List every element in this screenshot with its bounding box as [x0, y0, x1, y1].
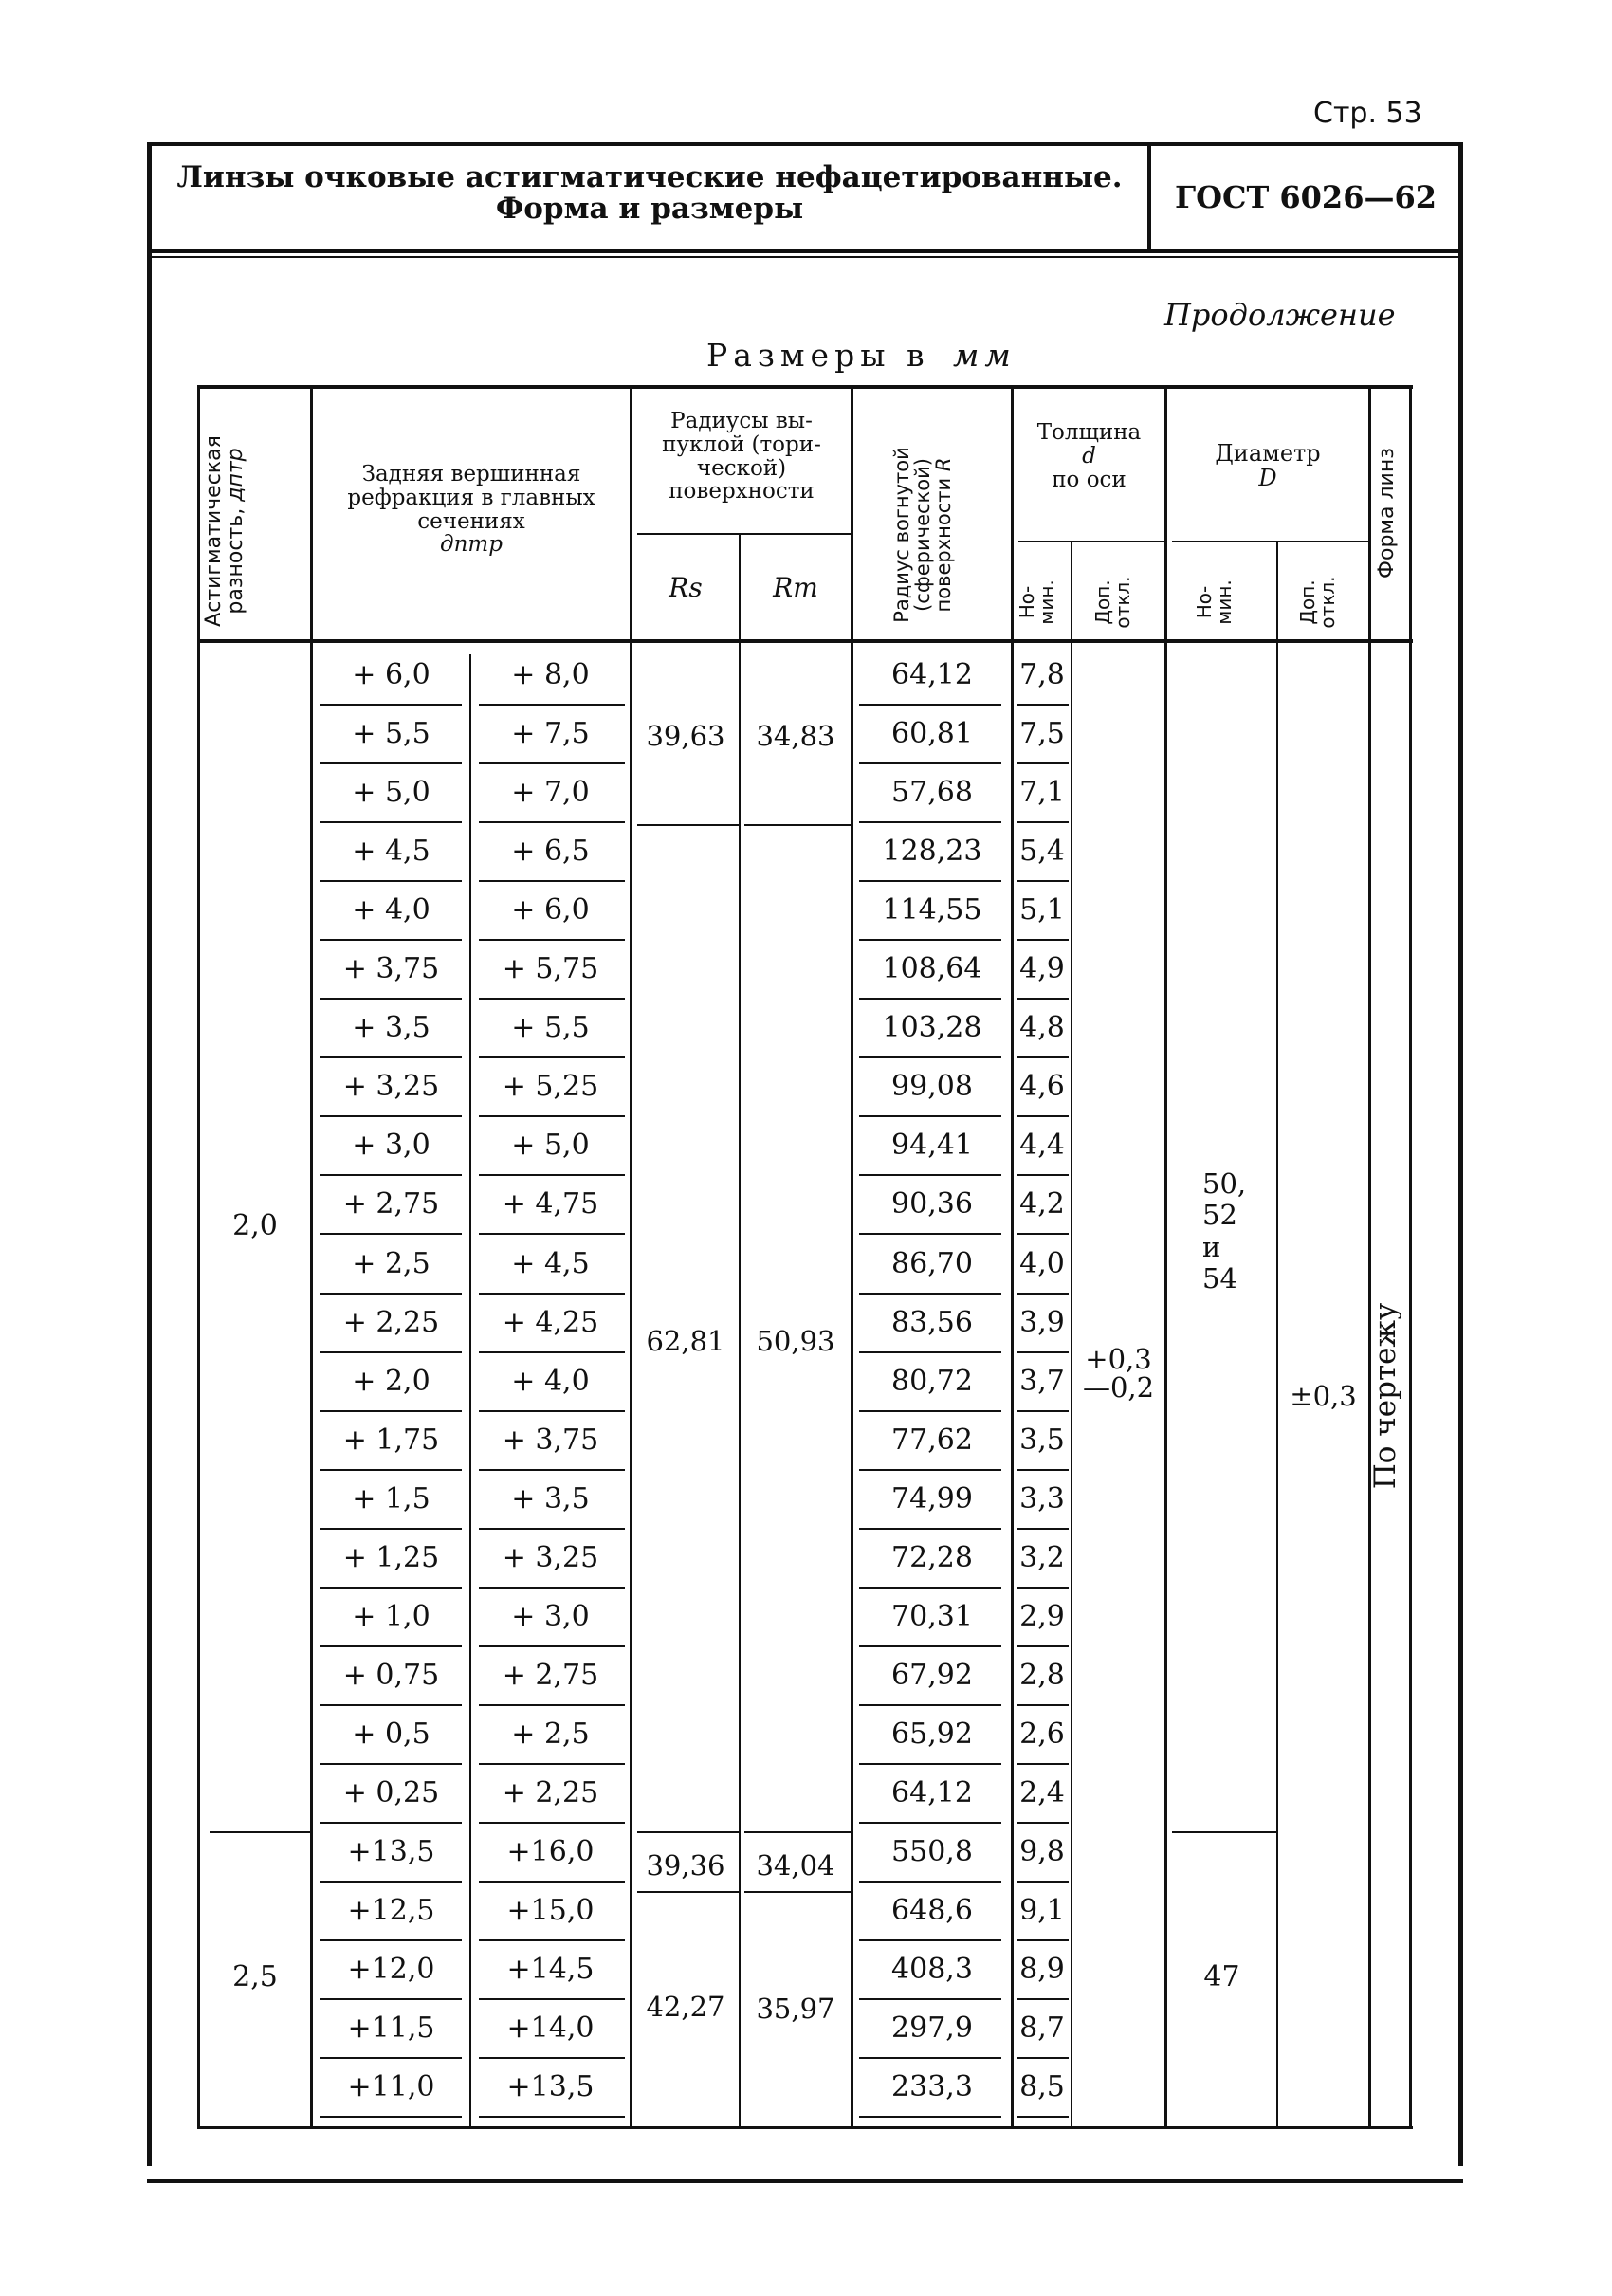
refraction-2-underline [479, 880, 625, 882]
col-header-thickness-line3: по оси [1052, 467, 1127, 492]
header-divider [1147, 146, 1151, 250]
concave-radius-underline [859, 2057, 1001, 2059]
col-header-convex-radii [632, 410, 851, 504]
refraction-1-underline [320, 1587, 462, 1589]
document-title-line1: Линзы очковые астигматические нефацетированные. [176, 160, 1123, 194]
diameter-subheader-rule [1172, 541, 1368, 542]
thickness-nominal-cell: 2,4 [1019, 1776, 1065, 1809]
refraction-2-cell: + 2,5 [511, 1717, 590, 1751]
refraction-1-cell: + 1,75 [342, 1424, 440, 1457]
header-bottom-rule [147, 256, 1463, 258]
col-header-refraction-line2: рефракция в главных [347, 485, 595, 510]
refraction-1-cell: + 2,75 [342, 1187, 440, 1221]
concave-radius-underline [859, 1939, 1001, 1941]
concave-radius-underline [859, 2116, 1001, 2118]
refraction-2-cell: + 4,0 [511, 1365, 590, 1398]
refraction-1-underline [320, 1410, 462, 1412]
astig-value-b: 2,5 [232, 1960, 278, 1993]
thickness-nominal-cell: 4,4 [1019, 1129, 1065, 1162]
refraction-2-cell: + 2,25 [502, 1776, 599, 1809]
col-header-concave-line1: Радиус вогнутой [890, 447, 913, 623]
refraction-2-underline [479, 939, 625, 941]
concave-radius-underline [859, 1233, 1001, 1235]
col-header-diameter-nominal-line1: Но- [1193, 585, 1216, 619]
concave-radius-underline [859, 704, 1001, 706]
astig-group-separator [210, 1831, 310, 1833]
refraction-2-cell: + 2,75 [502, 1659, 599, 1692]
col-rule-diameter-mid [1276, 541, 1278, 2128]
refraction-1-underline [320, 1763, 462, 1765]
thickness-underline [1017, 1410, 1069, 1412]
concave-radius-cell: 128,23 [882, 835, 982, 868]
thickness-nominal-cell: 4,2 [1019, 1187, 1065, 1221]
lens-shape-value: По чертежу [1368, 1302, 1402, 1490]
concave-radius-cell: 60,81 [891, 717, 973, 750]
refraction-2-underline [479, 1939, 625, 1941]
thickness-underline [1017, 1115, 1069, 1117]
refraction-1-underline [320, 1822, 462, 1824]
concave-radius-cell: 108,64 [882, 952, 982, 985]
thickness-underline [1017, 1998, 1069, 2000]
diameter-value-a-4: 54 [1202, 1262, 1237, 1295]
refraction-2-underline [479, 2116, 625, 2118]
refraction-1-cell: + 5,5 [352, 717, 430, 750]
refraction-1-underline [320, 880, 462, 882]
thickness-underline [1017, 1293, 1069, 1295]
refraction-2-cell: + 6,0 [511, 893, 590, 927]
diameter-tolerance: ±0,3 [1290, 1380, 1357, 1412]
thickness-underline [1017, 1645, 1069, 1647]
col-header-thickness-line1: Толщина [1036, 420, 1142, 445]
refraction-1-underline [320, 939, 462, 941]
rs-value-2: 62,81 [646, 1325, 725, 1357]
refraction-2-underline [479, 1704, 625, 1706]
refraction-2-cell: + 5,0 [511, 1129, 590, 1162]
thickness-nominal-cell: 4,0 [1019, 1247, 1065, 1280]
col-header-radii-line4: поверхности [669, 479, 815, 505]
concave-radius-underline [859, 821, 1001, 823]
rs-value-1: 39,63 [646, 720, 725, 752]
col-header-thickness-nominal-line2: мин. [1035, 579, 1058, 625]
refraction-1-cell: + 0,5 [352, 1717, 430, 1751]
col-header-diameter-nominal [1195, 545, 1246, 659]
concave-radius-cell: 90,36 [891, 1187, 973, 1221]
diameter-value-a [1202, 1168, 1246, 1295]
thickness-underline [1017, 1351, 1069, 1353]
refraction-1-underline [320, 2116, 462, 2118]
refraction-1-cell: + 3,25 [342, 1070, 440, 1103]
refraction-1-underline [320, 1645, 462, 1647]
thickness-nominal-cell: 7,1 [1019, 776, 1065, 809]
refraction-2-underline [479, 1822, 625, 1824]
page-number: Стр. 53 [1313, 97, 1422, 130]
thickness-underline [1017, 2057, 1069, 2059]
rm-group3-separator [744, 1891, 851, 1893]
frame-left-border [147, 142, 152, 2166]
concave-radius-underline [859, 1410, 1001, 1412]
concave-radius-cell: 103,28 [882, 1011, 982, 1044]
refraction-1-cell: + 4,0 [352, 893, 430, 927]
refraction-2-underline [479, 1587, 625, 1589]
col-header-diameter-line1: Диаметр [1215, 440, 1321, 467]
refraction-2-underline [479, 1056, 625, 1058]
concave-radius-cell: 86,70 [891, 1247, 973, 1280]
refraction-2-underline [479, 1998, 625, 2000]
refraction-1-underline [320, 704, 462, 706]
document-title-line2: Форма и размеры [495, 192, 804, 226]
thickness-nominal-cell: 9,8 [1019, 1835, 1065, 1868]
refraction-1-cell: + 0,25 [342, 1776, 440, 1809]
thickness-nominal-cell: 8,7 [1019, 2011, 1065, 2045]
refraction-1-underline [320, 1704, 462, 1706]
concave-radius-cell: 64,12 [891, 1776, 973, 1809]
thickness-nominal-cell: 3,3 [1019, 1482, 1065, 1515]
refraction-1-cell: + 3,75 [342, 952, 440, 985]
refraction-1-underline [320, 1881, 462, 1883]
concave-radius-cell: 57,68 [891, 776, 973, 809]
thickness-underline [1017, 1174, 1069, 1176]
concave-radius-cell: 72,28 [891, 1541, 973, 1574]
concave-radius-cell: 83,56 [891, 1306, 973, 1339]
standard-number: ГОСТ 6026—62 [1175, 179, 1437, 215]
thickness-nominal-cell: 3,9 [1019, 1306, 1065, 1339]
concave-radius-underline [859, 1528, 1001, 1530]
refraction-1-cell: + 2,25 [342, 1306, 440, 1339]
thickness-underline [1017, 1056, 1069, 1058]
document-title [161, 160, 1138, 226]
refraction-1-cell: +12,5 [347, 1894, 435, 1927]
thickness-nominal-cell: 3,7 [1019, 1365, 1065, 1398]
refraction-1-cell: + 1,5 [352, 1482, 430, 1515]
astig-value-a: 2,0 [232, 1209, 278, 1242]
col-header-lens-shape: Форма линз [1375, 448, 1399, 579]
concave-radius-underline [859, 762, 1001, 764]
rs-group2-separator [637, 1831, 739, 1833]
concave-radius-underline [859, 1293, 1001, 1295]
concave-radius-cell: 550,8 [891, 1835, 973, 1868]
thickness-nominal-cell: 3,5 [1019, 1424, 1065, 1457]
concave-radius-cell: 99,08 [891, 1070, 973, 1103]
col-header-concave-line3-wrap [933, 412, 954, 658]
col-rule-shape-left [1368, 385, 1371, 2128]
continuation-label: Продолжение [1164, 297, 1396, 333]
thickness-nominal-cell: 4,9 [1019, 952, 1065, 985]
col-header-diameter-tolerance-line1: Доп. [1296, 579, 1319, 625]
refraction-1-underline [320, 762, 462, 764]
col-header-radii-line2: пуклой (тори- [662, 432, 821, 457]
thickness-nominal-cell: 4,6 [1019, 1070, 1065, 1103]
thickness-underline [1017, 1939, 1069, 1941]
col-header-refraction-line1: Задняя вершинная [361, 462, 581, 487]
refraction-1-underline [320, 1939, 462, 1941]
thickness-nominal-cell: 5,4 [1019, 835, 1065, 868]
concave-radius-underline [859, 1174, 1001, 1176]
concave-radius-cell: 94,41 [891, 1129, 973, 1162]
refraction-2-cell: +13,5 [506, 2070, 595, 2103]
concave-radius-underline [859, 939, 1001, 941]
refraction-2-underline [479, 1351, 625, 1353]
thickness-underline [1017, 1704, 1069, 1706]
rs-group3-separator [637, 1891, 739, 1893]
refraction-1-cell: + 4,5 [352, 835, 430, 868]
units-caption-value: мм [953, 337, 1017, 374]
col-header-thickness-nominal-line1: Но- [1016, 585, 1038, 619]
refraction-1-underline [320, 1233, 462, 1235]
concave-radius-cell: 80,72 [891, 1365, 973, 1398]
thickness-nominal-cell: 3,2 [1019, 1541, 1065, 1574]
refraction-2-underline [479, 1645, 625, 1647]
diameter-value-a-1: 50, [1202, 1167, 1247, 1200]
col-header-thickness [1014, 421, 1164, 491]
refraction-2-underline [479, 1410, 625, 1412]
refraction-1-underline [320, 1056, 462, 1058]
refraction-2-cell: + 6,5 [511, 835, 590, 868]
rs-value-3: 39,36 [646, 1849, 725, 1882]
diameter-value-a-2: 52 [1202, 1199, 1237, 1232]
refraction-2-cell: + 3,25 [502, 1541, 599, 1574]
thickness-nominal-cell: 2,8 [1019, 1659, 1065, 1692]
frame-right-border [1458, 142, 1463, 2166]
refraction-1-cell: + 1,0 [352, 1600, 430, 1633]
thickness-underline [1017, 821, 1069, 823]
refraction-1-cell: + 3,0 [352, 1129, 430, 1162]
thickness-nominal-cell: 4,8 [1019, 1011, 1065, 1044]
concave-radius-underline [859, 880, 1001, 882]
col-header-rs: Rs [669, 572, 703, 603]
thickness-tolerance [1072, 1345, 1164, 1403]
concave-radius-underline [859, 1645, 1001, 1647]
header-bottom-border [147, 249, 1463, 253]
thickness-underline [1017, 1233, 1069, 1235]
refraction-2-underline [479, 1115, 625, 1117]
concave-radius-cell: 65,92 [891, 1717, 973, 1751]
thickness-underline [1017, 1528, 1069, 1530]
col-header-diameter-symbol: D [1258, 464, 1277, 491]
col-header-refraction-line3: сечениях [417, 508, 525, 534]
col-header-astigmatic-unit: дптр [224, 448, 248, 502]
col-header-rm: Rm [773, 572, 818, 603]
refraction-2-underline [479, 1528, 625, 1530]
concave-radius-underline [859, 1056, 1001, 1058]
refraction-1-cell: +11,5 [347, 2011, 435, 2045]
thickness-underline [1017, 1881, 1069, 1883]
refraction-2-cell: + 3,5 [511, 1482, 590, 1515]
diameter-value-b: 47 [1203, 1960, 1240, 1993]
refraction-1-underline [320, 1174, 462, 1176]
radii-subheader-rule [637, 533, 851, 535]
col-header-astigmatic-line2 [225, 408, 247, 654]
col-header-thickness-tolerance-line2: откл. [1111, 576, 1134, 629]
thickness-tolerance-minus: —0,2 [1082, 1371, 1155, 1405]
thickness-nominal-cell: 2,9 [1019, 1600, 1065, 1633]
refraction-2-cell: + 4,5 [511, 1247, 590, 1280]
col-header-thickness-tolerance-line1: Доп. [1091, 579, 1114, 625]
col-header-astigmatic-difference [203, 408, 279, 654]
concave-radius-underline [859, 1763, 1001, 1765]
concave-radius-underline [859, 1704, 1001, 1706]
concave-radius-underline [859, 1998, 1001, 2000]
thickness-nominal-cell: 2,6 [1019, 1717, 1065, 1751]
concave-radius-cell: 64,12 [891, 658, 973, 691]
table-left-rule [197, 385, 200, 2128]
thickness-underline [1017, 998, 1069, 1000]
thickness-nominal-cell: 7,8 [1019, 658, 1065, 691]
col-header-diameter-nominal-line2: мин. [1213, 579, 1236, 625]
concave-radius-cell: 114,55 [882, 893, 982, 927]
refraction-2-underline [479, 1233, 625, 1235]
thickness-nominal-cell: 8,5 [1019, 2070, 1065, 2103]
thickness-underline [1017, 1763, 1069, 1765]
thickness-underline [1017, 1469, 1069, 1471]
refraction-1-cell: +12,0 [347, 1953, 435, 1986]
rm-value-3: 34,04 [756, 1849, 835, 1882]
refraction-2-underline [479, 1763, 625, 1765]
concave-radius-underline [859, 1822, 1001, 1824]
col-header-diameter [1167, 442, 1368, 491]
refraction-1-cell: + 2,0 [352, 1365, 430, 1398]
col-header-concave-line3: поверхности [932, 477, 956, 613]
thickness-underline [1017, 2116, 1069, 2118]
refraction-2-underline [479, 2057, 625, 2059]
refraction-1-underline [320, 1528, 462, 1530]
col-header-astigmatic-text: разность, [224, 507, 248, 615]
col-rule-diameter-left [1164, 385, 1167, 2128]
thickness-underline [1017, 1822, 1069, 1824]
thickness-nominal-cell: 7,5 [1019, 717, 1065, 750]
col-header-thickness-tolerance [1093, 545, 1145, 659]
col-header-concave-symbol: R [932, 457, 956, 472]
refraction-2-underline [479, 762, 625, 764]
concave-radius-underline [859, 1587, 1001, 1589]
refraction-2-cell: +16,0 [506, 1835, 595, 1868]
refraction-2-cell: + 4,75 [502, 1187, 599, 1221]
concave-radius-cell: 233,3 [891, 2070, 973, 2103]
thickness-nominal-cell: 5,1 [1019, 893, 1065, 927]
units-caption-text: Размеры в [706, 337, 930, 374]
concave-radius-cell: 74,99 [891, 1482, 973, 1515]
col-header-concave-line2: (сферической) [911, 458, 935, 612]
frame-top-border [147, 142, 1463, 146]
concave-radius-cell: 70,31 [891, 1600, 973, 1633]
refraction-2-cell: +15,0 [506, 1894, 595, 1927]
col-header-concave-radius [891, 412, 971, 658]
refraction-2-cell: + 7,5 [511, 717, 590, 750]
col-header-astigmatic-line1: Астигматическая [202, 435, 226, 627]
col-header-diameter-tolerance-line2: откл. [1316, 576, 1339, 629]
rm-group1-separator [744, 824, 851, 826]
refraction-1-cell: + 5,0 [352, 776, 430, 809]
rm-value-2: 50,93 [756, 1325, 835, 1357]
rm-value-1: 34,83 [756, 720, 835, 752]
refraction-2-cell: + 8,0 [511, 658, 590, 691]
concave-radius-underline [859, 1115, 1001, 1117]
col-header-thickness-symbol: d [1082, 443, 1096, 468]
refraction-1-underline [320, 1998, 462, 2000]
table-top-rule [197, 385, 1413, 389]
refraction-1-cell: + 1,25 [342, 1541, 440, 1574]
col-header-radii-line3: ческой) [696, 455, 787, 481]
thickness-tolerance-plus: +0,3 [1085, 1343, 1152, 1375]
concave-radius-cell: 648,6 [891, 1894, 973, 1927]
thickness-underline [1017, 880, 1069, 882]
col-header-refraction [313, 463, 630, 557]
refraction-2-cell: + 5,75 [502, 952, 599, 985]
frame-bottom-border [147, 2179, 1463, 2183]
diameter-value-a-3: и [1202, 1230, 1221, 1263]
refraction-2-cell: + 7,0 [511, 776, 590, 809]
thickness-nominal-cell: 9,1 [1019, 1894, 1065, 1927]
col-header-diameter-tolerance [1298, 545, 1349, 659]
refraction-2-cell: +14,5 [506, 1953, 595, 1986]
refraction-2-cell: + 3,0 [511, 1600, 590, 1633]
rm-group2-separator [744, 1831, 851, 1833]
refraction-1-underline [320, 821, 462, 823]
concave-radius-cell: 67,92 [891, 1659, 973, 1692]
col-header-refraction-unit: дптр [440, 532, 503, 558]
units-caption [706, 337, 1017, 374]
rm-value-4: 35,97 [756, 1993, 835, 2025]
refraction-1-cell: + 0,75 [342, 1659, 440, 1692]
refraction-2-underline [479, 1881, 625, 1883]
concave-radius-cell: 297,9 [891, 2011, 973, 2045]
refraction-2-underline [479, 704, 625, 706]
col-header-radii-line1: Радиусы вы- [670, 409, 813, 433]
refraction-1-underline [320, 1351, 462, 1353]
refraction-1-underline [320, 2057, 462, 2059]
rs-value-4: 42,27 [646, 1991, 725, 2023]
refraction-2-underline [479, 1293, 625, 1295]
table-bottom-rule [197, 2126, 1413, 2129]
thickness-nominal-cell: 8,9 [1019, 1953, 1065, 1986]
concave-radius-underline [859, 998, 1001, 1000]
concave-radius-cell: 77,62 [891, 1424, 973, 1457]
refraction-1-underline [320, 998, 462, 1000]
refraction-1-cell: + 6,0 [352, 658, 430, 691]
thickness-subheader-rule [1018, 541, 1164, 542]
refraction-2-cell: + 5,25 [502, 1070, 599, 1103]
thickness-underline [1017, 704, 1069, 706]
thickness-underline [1017, 939, 1069, 941]
refraction-1-underline [320, 1469, 462, 1471]
refraction-2-cell: + 4,25 [502, 1306, 599, 1339]
refraction-2-cell: +14,0 [506, 2011, 595, 2045]
thickness-underline [1017, 1587, 1069, 1589]
col-rule-thickness-mid [1071, 541, 1072, 2128]
refraction-2-cell: + 3,75 [502, 1424, 599, 1457]
concave-radius-underline [859, 1881, 1001, 1883]
col-header-thickness-nominal [1017, 545, 1069, 659]
table-right-rule [1409, 385, 1412, 2128]
thickness-underline [1017, 762, 1069, 764]
refraction-2-underline [479, 1174, 625, 1176]
rs-group1-separator [637, 824, 739, 826]
concave-radius-cell: 408,3 [891, 1953, 973, 1986]
refraction-1-cell: +13,5 [347, 1835, 435, 1868]
refraction-1-cell: +11,0 [347, 2070, 435, 2103]
refraction-2-underline [479, 821, 625, 823]
refraction-2-underline [479, 998, 625, 1000]
diameter-group-separator [1172, 1831, 1276, 1833]
refraction-1-cell: + 2,5 [352, 1247, 430, 1280]
concave-radius-underline [859, 1469, 1001, 1471]
refraction-2-cell: + 5,5 [511, 1011, 590, 1044]
concave-radius-underline [859, 1351, 1001, 1353]
refraction-1-cell: + 3,5 [352, 1011, 430, 1044]
refraction-1-underline [320, 1293, 462, 1295]
refraction-2-underline [479, 1469, 625, 1471]
refraction-1-underline [320, 1115, 462, 1117]
